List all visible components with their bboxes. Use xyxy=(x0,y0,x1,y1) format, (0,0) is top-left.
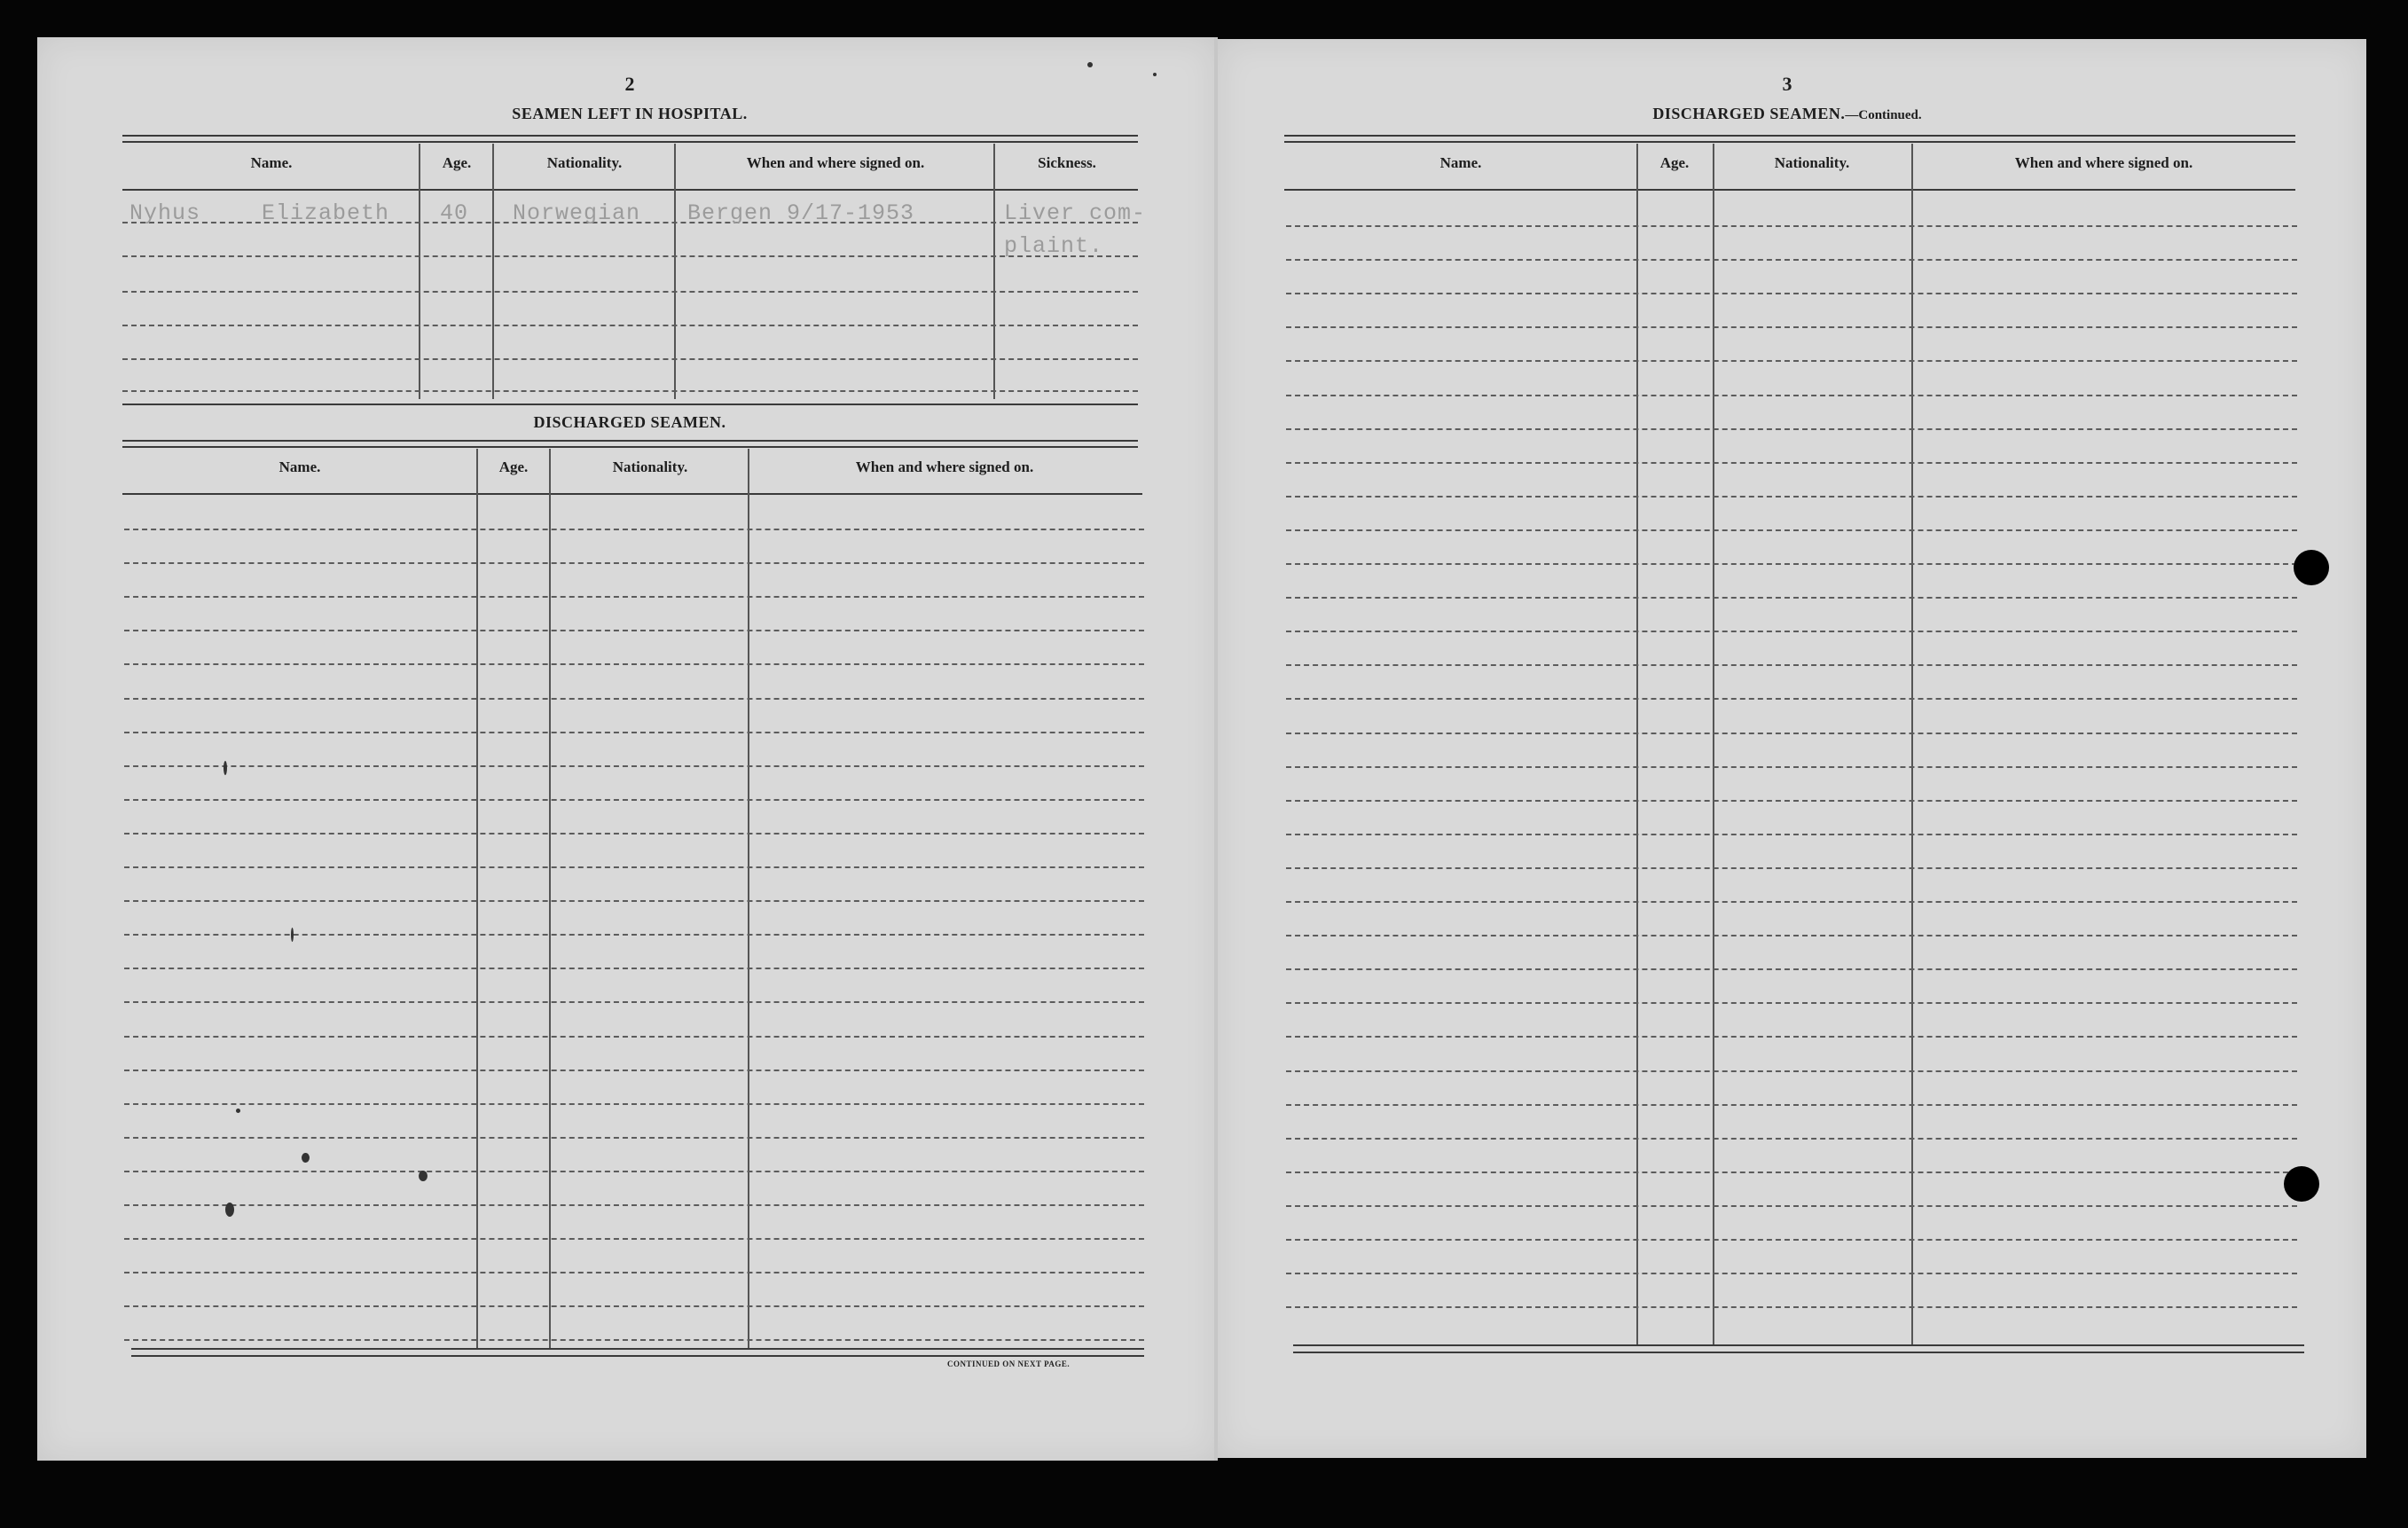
speck xyxy=(224,761,227,775)
right-col-name: Name. xyxy=(1439,154,1482,171)
ruled-line xyxy=(124,833,1144,835)
ruled-line xyxy=(124,529,1144,530)
ruled-line xyxy=(124,1339,1144,1341)
ruled-line xyxy=(1286,225,2297,227)
ruled-line xyxy=(1286,834,2297,835)
entry-surname: Nyhus xyxy=(129,200,201,226)
discharged-col-name: Name. xyxy=(278,458,321,475)
discharged-bottom-rule-2 xyxy=(131,1355,1144,1357)
entry-age: 40 xyxy=(440,200,469,226)
speck xyxy=(236,1109,240,1113)
ruled-line xyxy=(124,1036,1144,1038)
hospital-col-age: Age. xyxy=(442,154,472,171)
ruled-line xyxy=(1286,1070,2297,1072)
ruled-line xyxy=(1286,395,2297,396)
discharged-col-signed-on: When and where signed on. xyxy=(855,458,1034,475)
right-page-number: 3 xyxy=(1782,73,1792,95)
ruled-line xyxy=(1286,259,2297,261)
ruled-line xyxy=(1286,968,2297,970)
ruled-line xyxy=(1286,428,2297,430)
ruled-line xyxy=(1286,1138,2297,1140)
right-title-main: DISCHARGED SEAMEN. xyxy=(1652,105,1846,122)
ruled-line xyxy=(124,1001,1144,1003)
ruled-line xyxy=(124,1137,1144,1139)
ruled-line xyxy=(1286,766,2297,768)
ruled-line xyxy=(1286,496,2297,498)
punch-hole xyxy=(2284,1166,2319,1202)
hospital-header-rule xyxy=(122,189,1138,191)
ruled-line xyxy=(124,799,1144,801)
right-header-rule xyxy=(1284,189,2295,191)
ruled-line xyxy=(1286,664,2297,666)
hospital-vline xyxy=(419,144,420,399)
hospital-section-title: SEAMEN LEFT IN HOSPITAL. xyxy=(512,105,748,122)
hospital-col-sickness: Sickness. xyxy=(1038,154,1096,171)
entry-sickness-line2: plaint. xyxy=(1004,233,1104,259)
ruled-line xyxy=(124,663,1144,665)
hospital-row-line xyxy=(122,358,1138,360)
ruled-line xyxy=(124,698,1144,700)
ruled-line xyxy=(1286,293,2297,294)
ruled-line xyxy=(1286,901,2297,903)
discharged-section-title: DISCHARGED SEAMEN. xyxy=(533,413,726,431)
hospital-row-line xyxy=(122,255,1138,257)
right-page xyxy=(1217,39,2366,1458)
ruled-line xyxy=(1286,360,2297,362)
discharged-vline xyxy=(748,449,749,1349)
ruled-line xyxy=(1286,631,2297,632)
hospital-vline xyxy=(492,144,494,399)
entry-sickness-line1: Liver com- xyxy=(1004,200,1147,226)
hospital-bottom-rule xyxy=(122,404,1138,405)
discharged-vline xyxy=(549,449,551,1349)
speck xyxy=(1153,73,1157,76)
ruled-line xyxy=(124,765,1144,767)
ruled-line xyxy=(1286,1036,2297,1038)
discharged-col-age: Age. xyxy=(498,458,529,475)
right-top-rule-2 xyxy=(1284,141,2295,143)
ruled-line xyxy=(124,1305,1144,1307)
ruled-line xyxy=(124,900,1144,902)
discharged-top-rule xyxy=(122,440,1138,442)
ruled-line xyxy=(1286,462,2297,464)
discharged-header-rule xyxy=(122,493,1142,495)
punch-hole xyxy=(2294,550,2329,585)
right-top-rule xyxy=(1284,135,2295,137)
ruled-line xyxy=(124,1204,1144,1206)
hospital-row-line xyxy=(122,325,1138,326)
right-title-continued: —Continued. xyxy=(1845,108,1922,122)
ruled-line xyxy=(1286,1171,2297,1173)
hospital-col-nationality: Nationality. xyxy=(546,154,623,171)
speck xyxy=(419,1171,427,1181)
hospital-col-signed-on: When and where signed on. xyxy=(746,154,925,171)
entry-nationality: Norwegian xyxy=(513,200,641,226)
page-gutter xyxy=(1214,37,1218,1461)
ruled-line xyxy=(1286,1104,2297,1106)
ruled-line xyxy=(124,596,1144,598)
ruled-line xyxy=(1286,1239,2297,1241)
right-page-title xyxy=(1652,105,1921,123)
ruled-line xyxy=(124,1070,1144,1071)
right-bottom-rule xyxy=(1293,1344,2304,1346)
right-col-signed-on: When and where signed on. xyxy=(2014,154,2193,171)
ruled-line xyxy=(1286,1002,2297,1004)
right-vline xyxy=(1713,144,1714,1345)
ruled-line xyxy=(1286,800,2297,802)
ruled-line xyxy=(124,1238,1144,1240)
ruled-line xyxy=(124,630,1144,631)
ruled-line xyxy=(124,1272,1144,1273)
speck xyxy=(302,1153,310,1163)
ruled-line xyxy=(1286,698,2297,700)
hospital-vline xyxy=(993,144,995,399)
ruled-line xyxy=(1286,529,2297,531)
ruled-line xyxy=(124,968,1144,969)
ruled-line xyxy=(124,732,1144,733)
hospital-top-rule-2 xyxy=(122,141,1138,143)
discharged-vline xyxy=(476,449,478,1349)
speck xyxy=(1087,62,1093,67)
right-col-age: Age. xyxy=(1659,154,1690,171)
ruled-line xyxy=(1286,597,2297,599)
discharged-bottom-rule xyxy=(131,1348,1144,1350)
ruled-line xyxy=(1286,1205,2297,1207)
ruled-line xyxy=(1286,935,2297,936)
hospital-top-rule xyxy=(122,135,1138,137)
ruled-line xyxy=(1286,867,2297,869)
discharged-top-rule-2 xyxy=(122,446,1138,448)
discharged-col-nationality: Nationality. xyxy=(612,458,688,475)
entry-signed-on: Bergen 9/17-1953 xyxy=(687,200,915,226)
continued-footer: CONTINUED ON NEXT PAGE. xyxy=(947,1360,1071,1368)
hospital-row-line xyxy=(122,390,1138,392)
ruled-line xyxy=(1286,326,2297,328)
ruled-line xyxy=(1286,563,2297,565)
speck xyxy=(291,928,294,942)
speck xyxy=(225,1203,234,1217)
ruled-line xyxy=(1286,1306,2297,1308)
entry-given-name: Elizabeth xyxy=(262,200,390,226)
left-page-number: 2 xyxy=(624,73,635,95)
right-col-nationality: Nationality. xyxy=(1774,154,1850,171)
ruled-line xyxy=(124,1171,1144,1172)
hospital-col-name: Name. xyxy=(250,154,293,171)
hospital-vline xyxy=(674,144,676,399)
hospital-row-line xyxy=(122,291,1138,293)
ruled-line xyxy=(124,562,1144,564)
ruled-line xyxy=(124,934,1144,936)
ruled-line xyxy=(1286,733,2297,734)
ruled-line xyxy=(124,866,1144,868)
right-vline xyxy=(1911,144,1913,1345)
right-vline xyxy=(1636,144,1638,1345)
right-bottom-rule-2 xyxy=(1293,1352,2304,1353)
ruled-line xyxy=(1286,1273,2297,1274)
ruled-line xyxy=(124,1103,1144,1105)
